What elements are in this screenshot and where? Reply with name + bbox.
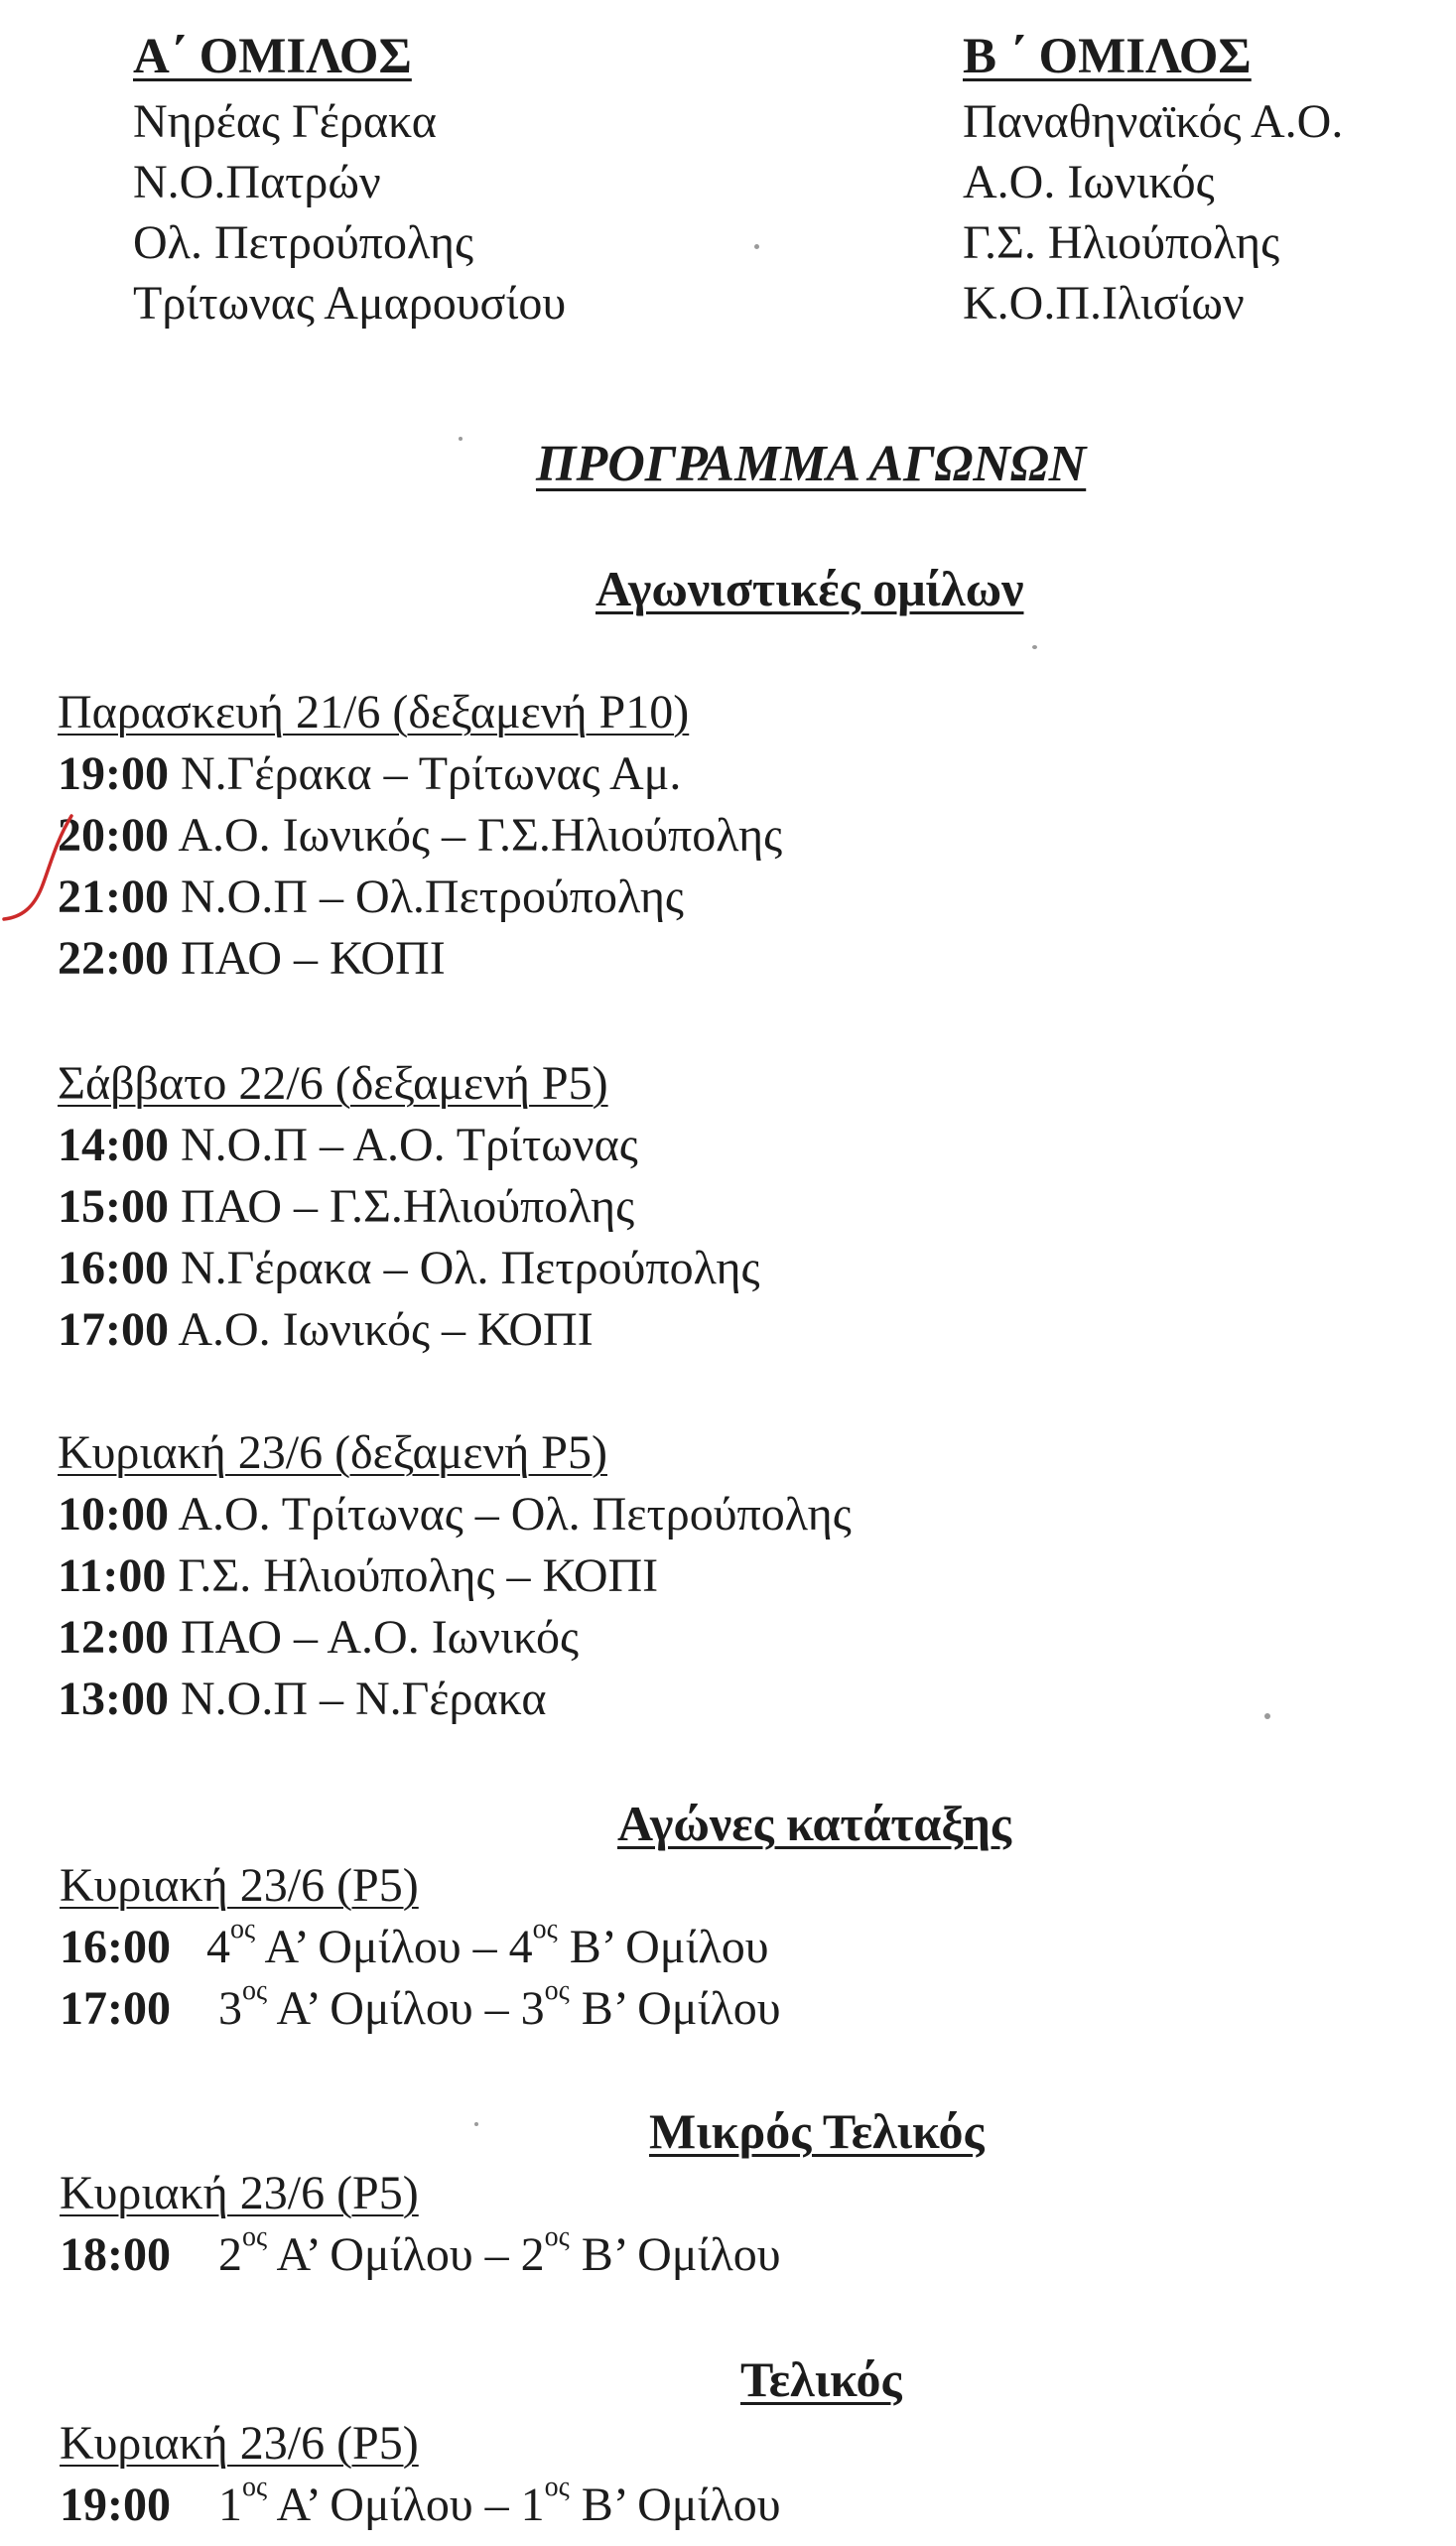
group-stage-title: Αγωνιστικές ομίλων	[596, 561, 1024, 616]
match-teams: Α.Ο. Ιωνικός – Γ.Σ.Ηλιούπολης	[178, 809, 783, 862]
match-time: 21:00	[58, 871, 169, 923]
match-teams: Ν.Ο.Π – Α.Ο. Τρίτωνας	[180, 1119, 638, 1171]
ordinal-suffix: ος	[229, 1914, 256, 1944]
group-a-team: Ν.Ο.Πατρών	[133, 156, 381, 208]
match-teams: Ν.Ο.Π – Ν.Γέρακα	[180, 1673, 547, 1725]
match-row	[58, 1179, 634, 1234]
match-row	[58, 1548, 658, 1603]
ordinal-suffix: ος	[241, 2221, 268, 2252]
day-header-sunday: Κυριακή 23/6 (δεξαμενή Ρ5)	[58, 1426, 607, 1479]
pen-mark-icon	[0, 794, 119, 933]
match-time: 22:00	[58, 932, 169, 985]
match-row	[58, 931, 446, 986]
left-group: Α’ Ομίλου	[264, 1921, 462, 1973]
match-time: 10:00	[58, 1488, 169, 1541]
right-group: Β’ Ομίλου	[581, 2479, 781, 2531]
right-rank: 1	[520, 2479, 545, 2531]
match-time: 15:00	[58, 1180, 169, 1233]
group-b-team: Γ.Σ. Ηλιούπολης	[963, 216, 1280, 269]
match-row	[58, 1487, 852, 1541]
right-group: Β’ Ομίλου	[569, 1921, 769, 1973]
match-teams: Ν.Γέρακα – Ολ. Πετρούπολης	[180, 1242, 760, 1294]
right-group: Β’ Ομίλου	[581, 1982, 781, 2035]
left-rank: 4	[205, 1921, 230, 1973]
left-rank: 3	[217, 1982, 242, 2035]
right-group: Β’ Ομίλου	[581, 2228, 781, 2281]
scan-speck	[1032, 645, 1037, 649]
left-rank: 1	[217, 2479, 242, 2531]
final-title: Τελικός	[740, 2351, 902, 2407]
group-b-team-list	[963, 91, 1343, 334]
match-row	[58, 1241, 760, 1295]
left-group: Α’ Ομίλου	[276, 1982, 473, 2035]
match-teams: ΠΑΟ – Α.Ο. Ιωνικός	[180, 1611, 580, 1664]
match-row	[58, 870, 684, 924]
ordinal-suffix: ος	[241, 2472, 268, 2502]
match-time: 12:00	[58, 1611, 169, 1664]
ordinal-suffix: ος	[544, 2221, 570, 2252]
day-header-friday: Παρασκευή 21/6 (δεξαμενή Ρ10)	[58, 686, 690, 738]
ordinal-suffix: ος	[544, 2472, 570, 2502]
group-b-team: Α.Ο. Ιωνικός	[963, 156, 1215, 208]
match-row	[58, 1302, 594, 1357]
match-time: 20:00	[58, 809, 169, 862]
scan-speck	[754, 244, 759, 249]
program-title: ΠΡΟΓΡΑΜΜΑ ΑΓΩΝΩΝ	[536, 436, 1087, 492]
day-header-saturday: Σάββατο 22/6 (δεξαμενή Ρ5)	[58, 1057, 608, 1110]
small-final-day-header: Κυριακή 23/6 (Ρ5)	[60, 2167, 419, 2219]
left-group: Α’ Ομίλου	[276, 2228, 473, 2281]
match-time: 16:00	[60, 1921, 171, 1973]
match-row	[58, 808, 782, 863]
scan-speck	[1264, 1713, 1270, 1719]
match-row: 19:00 $1^{o\varsigma}$ Α’ Ομίλου – $1^{o\varsigma}$ Β’ Ομίλου	[60, 2472, 781, 2531]
match-teams: Ν.Γέρακα – Τρίτωνας Αμ.	[180, 747, 682, 800]
group-b-team: Κ.Ο.Π.Ιλισίων	[963, 277, 1245, 330]
match-row	[58, 1118, 638, 1172]
left-group: Α’ Ομίλου	[276, 2479, 473, 2531]
right-rank: 2	[520, 2228, 545, 2281]
match-time: 13:00	[58, 1673, 169, 1725]
right-rank: 3	[520, 1982, 545, 2035]
classification-day-header: Κυριακή 23/6 (Ρ5)	[60, 1859, 419, 1912]
group-a-team: Τρίτωνας Αμαρουσίου	[133, 277, 567, 330]
scan-speck	[474, 2122, 478, 2126]
final-day-header: Κυριακή 23/6 (Ρ5)	[60, 2417, 419, 2470]
ordinal-suffix: ος	[241, 1975, 268, 2006]
match-time: 17:00	[58, 1303, 169, 1356]
match-time: 16:00	[58, 1242, 169, 1294]
group-b-team: Παναθηναϊκός Α.Ο.	[963, 95, 1344, 148]
match-teams: ΠΑΟ – ΚΟΠΙ	[180, 932, 446, 985]
group-a-team-list	[133, 91, 566, 334]
group-a-title: Α΄ ΟΜΙΛΟΣ	[133, 29, 412, 84]
match-teams: Α.Ο. Τρίτωνας – Ολ. Πετρούπολης	[178, 1488, 852, 1541]
match-teams: ΠΑΟ – Γ.Σ.Ηλιούπολης	[180, 1180, 635, 1233]
classification-title: Αγώνες κατάταξης	[617, 1796, 1011, 1851]
match-row: 17:00 $3^{o\varsigma}$ Α’ Ομίλου – $3^{o\varsigma}$ Β’ Ομίλου	[60, 1975, 781, 2035]
match-time: 14:00	[58, 1119, 169, 1171]
group-a-team: Νηρέας Γέρακα	[133, 95, 437, 148]
match-row: 18:00 $2^{o\varsigma}$ Α’ Ομίλου – $2^{o\varsigma}$ Β’ Ομίλου	[60, 2221, 781, 2281]
match-time: 19:00	[58, 747, 169, 800]
match-teams: Α.Ο. Ιωνικός – ΚΟΠΙ	[178, 1303, 594, 1356]
left-rank: 2	[217, 2228, 242, 2281]
match-time: 18:00	[60, 2228, 171, 2281]
ordinal-suffix: ος	[532, 1914, 558, 1944]
match-row: 16:00 $4^{o\varsigma}$ Α’ Ομίλου – $4^{o\varsigma}$ Β’ Ομίλου	[60, 1914, 769, 1973]
group-b-title: Β ΄ ΟΜΙΛΟΣ	[963, 29, 1252, 84]
match-time: 11:00	[58, 1549, 167, 1602]
small-final-title: Μικρός Τελικός	[649, 2103, 985, 2159]
match-time: 19:00	[60, 2479, 171, 2531]
match-teams: Γ.Σ. Ηλιούπολης – ΚΟΠΙ	[178, 1549, 659, 1602]
match-row	[58, 746, 681, 801]
match-teams: Ν.Ο.Π – Ολ.Πετρούπολης	[180, 871, 684, 923]
scan-speck	[459, 437, 463, 441]
group-a-team: Ολ. Πετρούπολης	[133, 216, 473, 269]
match-row	[58, 1672, 547, 1726]
match-time: 17:00	[60, 1982, 171, 2035]
match-row	[58, 1610, 579, 1665]
right-rank: 4	[508, 1921, 533, 1973]
ordinal-suffix: ος	[544, 1975, 570, 2006]
